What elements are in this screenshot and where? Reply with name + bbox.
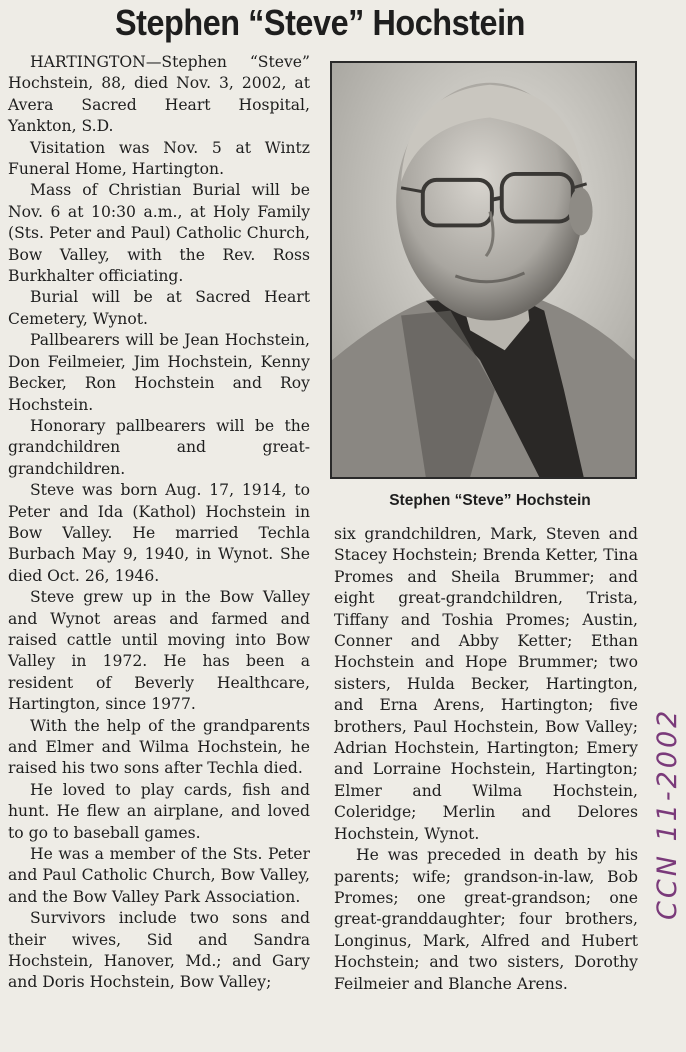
headline: Stephen “Steve” Hochstein [114,2,526,43]
left-column [8,52,310,994]
paragraph: Survivors include two sons and their wives, Sid and Sandra Hochstein, Hanover, Md.; and Gary and Doris Hochstein, Bow Valley; [8,909,310,992]
paragraph: Steve grew up in the Bow Valley and Wynot areas and farmed and raised cattle until moving into Bow Valley in 1972. He has been a resident of Beverly Healthcare, Hartington, since 1977. [8,588,310,714]
paragraph: HARTINGTON—Stephen “Steve” Hochstein, 88, died Nov. 3, 2002, at Avera Sacred Heart Hospital, Yankton, S.D. [8,53,310,136]
paragraph: He was preceded in death by his parents; wife; grandson-in-law, Bob Promes; one great-grandson; one great-granddaughter; four brothers, Longinus, Mark, Alfred and Hubert Hochstein; and two sisters, Dorothy Feilmeier and Blanche Arens. [334,846,638,993]
handwritten-date-note: CCN 11-2002 [652,707,683,920]
paragraph: Visitation was Nov. 5 at Wintz Funeral Home, Hartington. [8,138,310,179]
paragraph: Steve was born Aug. 17, 1914, to Peter and Ida (Kathol) Hochstein in Bow Valley. He married Techla Burbach May 9, 1940, in Wynot. She died Oct. 26, 1946. [8,481,310,585]
paragraph: Mass of Christian Burial will be Nov. 6 at 10:30 a.m., at Holy Family (Sts. Peter and Paul) Catholic Church, Bow Valley, with the Rev. Ross Burkhalter officiating. [8,181,310,286]
photo-caption: Stephen “Steve” Hochstein [389,492,591,509]
paragraph: He was a member of the Sts. Peter and Paul Catholic Church, Bow Valley, and the Bow Valley Park Association. [8,845,310,906]
paragraph: Burial will be at Sacred Heart Cemetery, Wynot. [8,288,310,328]
paragraph: He loved to play cards, fish and hunt. He flew an airplane, and loved to go to baseball games. [8,780,310,842]
paragraph: six grandchildren, Mark, Steven and Stacey Hochstein; Brenda Ketter, Tina Promes and Sheila Brummer; and eight great-grandchildren, Trista, Tiffany and Toshia Promes; Austin, Conner and Abby Ketter; Ethan Hochstein and Hope Brummer; two sisters, Hulda Becker, Hartington, and Erna Arens, Hartington; five brothers, Paul Hochstein, Bow Valley; Adrian Hochstein, Hartington; Emery and Lorraine Hochstein, Hartington; Elmer and Wilma Hochstein, Coleridge; Merlin and Delores Hochstein, Wynot. [334,525,638,843]
right-column [334,524,638,995]
portrait-photo [330,61,637,479]
portrait-image [332,63,635,477]
paragraph: Pallbearers will be Jean Hochstein, Don Feilmeier, Jim Hochstein, Kenny Becker, Ron Hochstein and Roy Hochstein. [8,331,310,414]
paragraph: Honorary pallbearers will be the grandchildren and great-grandchildren. [8,416,310,478]
paragraph: With the help of the grandparents and Elmer and Wilma Hochstein, he raised his two sons after Techla died. [8,716,310,778]
